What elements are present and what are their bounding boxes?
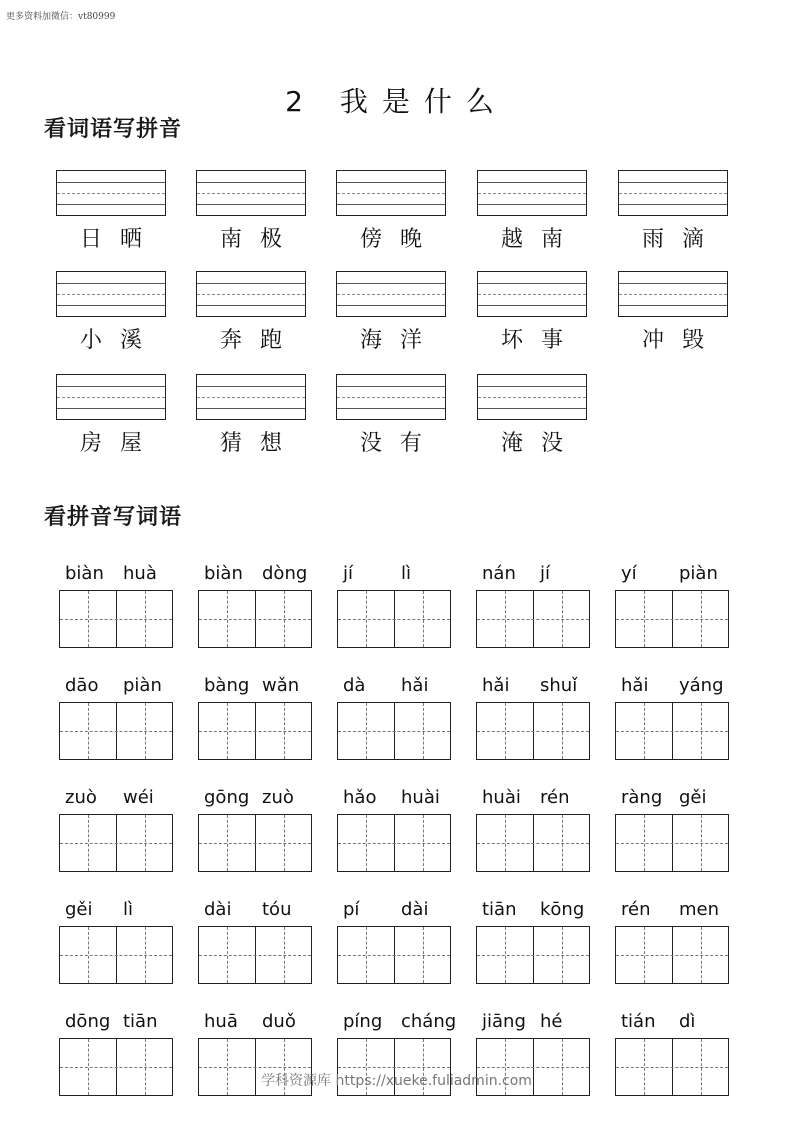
character-writing-grid[interactable] — [198, 702, 312, 760]
pinyin-syllable-1: tián — [621, 1011, 656, 1032]
grid-line — [338, 1067, 450, 1068]
grid-line — [199, 731, 311, 732]
guide-line — [619, 204, 727, 205]
pinyin-syllable-2: huà — [123, 563, 157, 584]
grid-line — [88, 815, 89, 871]
pinyin-syllable-2: lì — [123, 899, 134, 920]
pinyin-label — [198, 675, 322, 699]
character-writing-grid[interactable] — [615, 590, 729, 648]
guide-line — [619, 193, 727, 194]
guide-line — [619, 294, 727, 295]
grid-line — [477, 955, 589, 956]
word-label: 雨滴 — [641, 227, 722, 252]
pinyin-syllable-1: dāo — [65, 675, 99, 696]
grid-line — [338, 843, 450, 844]
pinyin-answer-box[interactable] — [477, 374, 587, 420]
pinyin-syllable-2: jí — [540, 563, 551, 584]
word-label: 没有 — [359, 431, 440, 456]
grid-line — [227, 815, 228, 871]
character-writing-grid[interactable] — [615, 814, 729, 872]
grid-line — [227, 703, 228, 759]
pinyin-label — [198, 1011, 322, 1035]
word-label: 猜想 — [219, 431, 300, 456]
pinyin-syllable-1: zuò — [65, 787, 97, 808]
guide-line — [478, 386, 586, 387]
pinyin-label — [337, 675, 461, 699]
pinyin-syllable-1: dà — [343, 675, 366, 696]
grid-line — [505, 703, 506, 759]
grid-line — [60, 619, 172, 620]
guide-line — [57, 294, 165, 295]
grid-line — [145, 591, 146, 647]
pinyin-answer-box[interactable] — [196, 271, 306, 317]
grid-line — [338, 731, 450, 732]
grid-line — [562, 703, 563, 759]
pinyin-syllable-1: huài — [482, 787, 521, 808]
guide-line — [478, 408, 586, 409]
grid-line — [477, 731, 589, 732]
pinyin-label — [476, 899, 600, 923]
footer-watermark: 学科资源库 https://xueke.fuliadmin.com — [261, 1073, 532, 1089]
pinyin-syllable-2: rén — [540, 787, 570, 808]
pinyin-syllable-1: dōng — [65, 1011, 111, 1032]
grid-line — [701, 591, 702, 647]
grid-line — [199, 619, 311, 620]
pinyin-label — [198, 787, 322, 811]
pinyin-answer-box[interactable] — [196, 374, 306, 420]
grid-line — [199, 1067, 311, 1068]
pinyin-syllable-2: wǎn — [262, 675, 300, 696]
pinyin-answer-box[interactable] — [56, 271, 166, 317]
pinyin-answer-box[interactable] — [336, 170, 446, 216]
pinyin-answer-box[interactable] — [56, 374, 166, 420]
grid-line — [60, 955, 172, 956]
pinyin-syllable-1: hǎo — [343, 787, 377, 808]
pinyin-label — [59, 899, 183, 923]
grid-line — [423, 703, 424, 759]
character-writing-grid[interactable] — [476, 926, 590, 984]
pinyin-syllable-1: pí — [343, 899, 360, 920]
pinyin-syllable-1: rén — [621, 899, 651, 920]
grid-line — [88, 591, 89, 647]
guide-line — [478, 305, 586, 306]
pinyin-syllable-2: yáng — [679, 675, 724, 696]
pinyin-syllable-1: biàn — [65, 563, 104, 584]
guide-line — [197, 294, 305, 295]
grid-line — [366, 703, 367, 759]
guide-line — [337, 193, 445, 194]
character-writing-grid[interactable] — [59, 590, 173, 648]
grid-line — [88, 703, 89, 759]
pinyin-syllable-2: tiān — [123, 1011, 158, 1032]
grid-line — [366, 927, 367, 983]
guide-line — [478, 283, 586, 284]
pinyin-syllable-2: dài — [401, 899, 429, 920]
character-writing-grid[interactable] — [59, 926, 173, 984]
grid-line — [60, 1067, 172, 1068]
pinyin-syllable-1: píng — [343, 1011, 383, 1032]
guide-line — [337, 408, 445, 409]
grid-line — [701, 703, 702, 759]
character-writing-grid[interactable] — [337, 926, 451, 984]
pinyin-syllable-2: cháng — [401, 1011, 457, 1032]
word-label: 日晒 — [79, 227, 160, 252]
grid-line — [227, 927, 228, 983]
pinyin-syllable-2: dòng — [262, 563, 308, 584]
pinyin-label — [615, 1011, 739, 1035]
pinyin-syllable-1: gěi — [65, 899, 93, 920]
grid-line — [616, 731, 728, 732]
pinyin-syllable-2: hǎi — [401, 675, 429, 696]
grid-line — [60, 731, 172, 732]
grid-line — [505, 591, 506, 647]
grid-line — [284, 927, 285, 983]
guide-line — [337, 294, 445, 295]
guide-line — [337, 204, 445, 205]
pinyin-syllable-2: lì — [401, 563, 412, 584]
pinyin-syllable-1: tiān — [482, 899, 517, 920]
grid-line — [644, 815, 645, 871]
grid-line — [644, 703, 645, 759]
pinyin-label — [337, 563, 461, 587]
guide-line — [478, 204, 586, 205]
guide-line — [478, 182, 586, 183]
grid-line — [199, 843, 311, 844]
guide-line — [337, 305, 445, 306]
guide-line — [337, 182, 445, 183]
word-label: 坏事 — [500, 328, 581, 353]
guide-line — [57, 305, 165, 306]
character-writing-grid[interactable] — [615, 926, 729, 984]
guide-line — [197, 193, 305, 194]
character-writing-grid[interactable] — [198, 814, 312, 872]
character-writing-grid[interactable] — [198, 590, 312, 648]
grid-line — [701, 815, 702, 871]
pinyin-syllable-2: zuò — [262, 787, 294, 808]
guide-line — [197, 305, 305, 306]
grid-line — [145, 703, 146, 759]
pinyin-label — [476, 1011, 600, 1035]
grid-line — [227, 591, 228, 647]
pinyin-label — [59, 563, 183, 587]
pinyin-answer-box[interactable] — [336, 374, 446, 420]
pinyin-label — [59, 787, 183, 811]
guide-line — [619, 182, 727, 183]
pinyin-label — [198, 899, 322, 923]
pinyin-syllable-2: duǒ — [262, 1011, 296, 1032]
word-label: 南极 — [219, 227, 300, 252]
grid-line — [477, 619, 589, 620]
grid-line — [338, 619, 450, 620]
grid-line — [423, 815, 424, 871]
guide-line — [197, 397, 305, 398]
pinyin-syllable-1: ràng — [621, 787, 663, 808]
grid-line — [60, 843, 172, 844]
grid-line — [616, 1067, 728, 1068]
grid-line — [562, 815, 563, 871]
pinyin-syllable-2: gěi — [679, 787, 707, 808]
guide-line — [197, 386, 305, 387]
character-writing-grid[interactable] — [337, 814, 451, 872]
pinyin-label — [476, 787, 600, 811]
grid-line — [562, 591, 563, 647]
character-writing-grid[interactable] — [476, 814, 590, 872]
character-writing-grid[interactable] — [476, 702, 590, 760]
grid-line — [338, 955, 450, 956]
page-title: 2 我是什么 — [285, 85, 508, 118]
word-label: 傍晚 — [359, 227, 440, 252]
pinyin-label — [615, 563, 739, 587]
pinyin-answer-box[interactable] — [477, 170, 587, 216]
grid-line — [199, 955, 311, 956]
word-label: 越南 — [500, 227, 581, 252]
guide-line — [619, 283, 727, 284]
pinyin-answer-box[interactable] — [56, 170, 166, 216]
pinyin-syllable-2: shuǐ — [540, 675, 578, 696]
guide-line — [478, 193, 586, 194]
pinyin-label — [337, 787, 461, 811]
pinyin-syllable-2: piàn — [679, 563, 718, 584]
word-label: 房屋 — [79, 431, 160, 456]
pinyin-answer-box[interactable] — [196, 170, 306, 216]
guide-line — [619, 305, 727, 306]
pinyin-syllable-1: biàn — [204, 563, 243, 584]
pinyin-label — [59, 1011, 183, 1035]
pinyin-label — [476, 675, 600, 699]
guide-line — [197, 283, 305, 284]
word-label: 淹没 — [500, 431, 581, 456]
pinyin-label — [337, 1011, 461, 1035]
grid-line — [145, 815, 146, 871]
character-writing-grid[interactable] — [59, 702, 173, 760]
guide-line — [57, 408, 165, 409]
grid-line — [701, 927, 702, 983]
pinyin-answer-box[interactable] — [618, 170, 728, 216]
word-label: 奔跑 — [219, 328, 300, 353]
pinyin-answer-box[interactable] — [618, 271, 728, 317]
pinyin-syllable-2: piàn — [123, 675, 162, 696]
grid-line — [505, 927, 506, 983]
pinyin-label — [615, 675, 739, 699]
pinyin-answer-box[interactable] — [336, 271, 446, 317]
grid-line — [284, 815, 285, 871]
pinyin-syllable-2: dì — [679, 1011, 696, 1032]
guide-line — [337, 283, 445, 284]
grid-line — [644, 927, 645, 983]
pinyin-label — [476, 563, 600, 587]
guide-line — [197, 182, 305, 183]
word-label: 小溪 — [79, 328, 160, 353]
guide-line — [478, 397, 586, 398]
pinyin-syllable-1: huā — [204, 1011, 238, 1032]
grid-line — [423, 927, 424, 983]
character-writing-grid[interactable] — [59, 814, 173, 872]
character-writing-grid[interactable] — [337, 702, 451, 760]
pinyin-syllable-2: kōng — [540, 899, 585, 920]
pinyin-label — [198, 563, 322, 587]
guide-line — [57, 204, 165, 205]
section1-title: 看词语写拼音 — [44, 117, 183, 142]
grid-line — [616, 955, 728, 956]
grid-line — [616, 619, 728, 620]
pinyin-syllable-1: dài — [204, 899, 232, 920]
grid-line — [505, 815, 506, 871]
grid-line — [477, 1067, 589, 1068]
pinyin-label — [337, 899, 461, 923]
grid-line — [616, 843, 728, 844]
grid-line — [145, 927, 146, 983]
grid-line — [88, 927, 89, 983]
grid-line — [366, 591, 367, 647]
pinyin-syllable-1: yí — [621, 563, 637, 584]
character-writing-grid[interactable] — [198, 926, 312, 984]
pinyin-syllable-2: wéi — [123, 787, 154, 808]
pinyin-label — [59, 675, 183, 699]
grid-line — [366, 815, 367, 871]
character-writing-grid[interactable] — [615, 702, 729, 760]
guide-line — [57, 182, 165, 183]
pinyin-syllable-1: hǎi — [482, 675, 510, 696]
guide-line — [337, 386, 445, 387]
pinyin-syllable-1: jí — [343, 563, 354, 584]
pinyin-syllable-1: hǎi — [621, 675, 649, 696]
pinyin-syllable-2: men — [679, 899, 720, 920]
guide-line — [57, 283, 165, 284]
grid-line — [423, 591, 424, 647]
character-writing-grid[interactable] — [476, 590, 590, 648]
grid-line — [284, 591, 285, 647]
pinyin-syllable-2: tóu — [262, 899, 292, 920]
word-label: 海洋 — [359, 328, 440, 353]
pinyin-syllable-1: gōng — [204, 787, 250, 808]
guide-line — [57, 193, 165, 194]
pinyin-syllable-1: bàng — [204, 675, 250, 696]
grid-line — [644, 591, 645, 647]
guide-line — [478, 294, 586, 295]
guide-line — [57, 397, 165, 398]
pinyin-syllable-2: hé — [540, 1011, 563, 1032]
guide-line — [197, 408, 305, 409]
pinyin-syllable-1: nán — [482, 563, 516, 584]
guide-line — [197, 204, 305, 205]
word-label: 冲毁 — [641, 328, 722, 353]
guide-line — [57, 386, 165, 387]
section2-title: 看拼音写词语 — [44, 505, 183, 530]
guide-line — [337, 397, 445, 398]
header-note: 更多资料加微信：vt80999 — [6, 12, 116, 22]
character-writing-grid[interactable] — [337, 590, 451, 648]
pinyin-label — [615, 787, 739, 811]
pinyin-syllable-2: huài — [401, 787, 440, 808]
grid-line — [562, 927, 563, 983]
grid-line — [284, 703, 285, 759]
grid-line — [477, 843, 589, 844]
pinyin-syllable-1: jiāng — [482, 1011, 526, 1032]
pinyin-answer-box[interactable] — [477, 271, 587, 317]
pinyin-label — [615, 899, 739, 923]
